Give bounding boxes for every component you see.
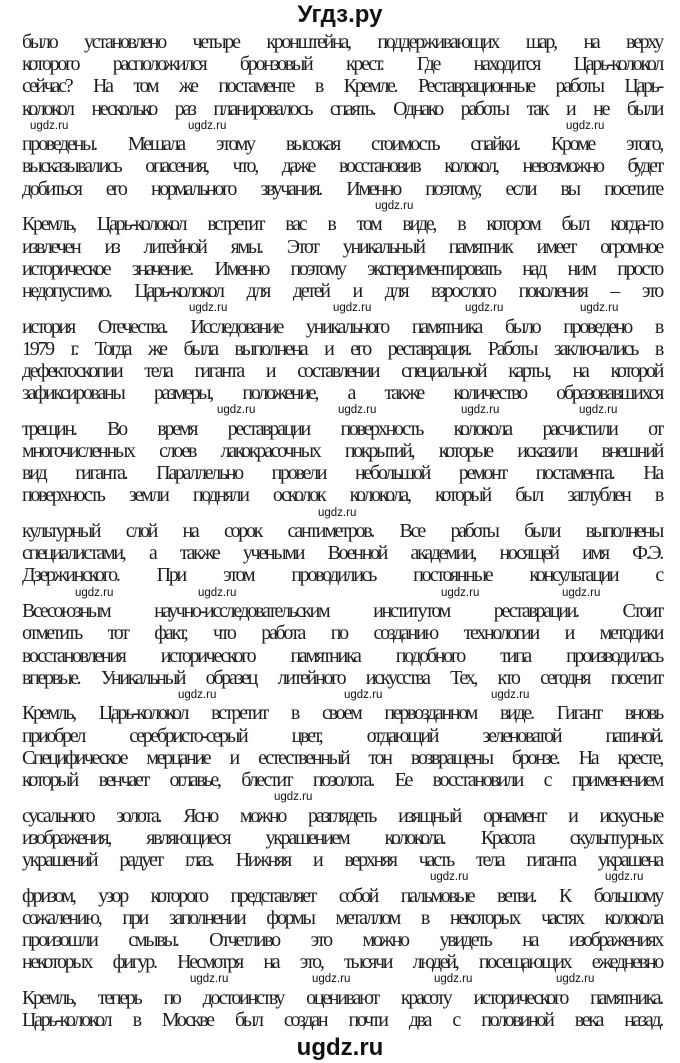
text-line: сожалению, при заполнении формы металлом в некоторых частях колокола (22, 906, 662, 929)
watermark: ugdz.ru (338, 404, 377, 417)
text-line: колокол несколько раз планировалось спаять. Однако работы так и не были (22, 97, 662, 120)
watermark-row (22, 689, 662, 703)
text-line: 1979 г. Тогда же была выполнена и его реставрация. Работы заключались в (22, 337, 662, 360)
text-line: добиться его нормального звучания. Именно поэтому, если вы посетите (22, 177, 662, 200)
watermark-row (22, 587, 662, 601)
watermark: ugdz.ru (188, 119, 227, 132)
text-line: проведены. Мешала этому высокая стоимость спайки. Кроме этого, (22, 133, 662, 156)
text-line: отметить тот факт, что работа по созданию технологии и методики (22, 622, 662, 645)
text-line: Всесоюзным научно-исследовательским институтом реставрации. Стоит (22, 600, 662, 623)
text-line: Кремль, Царь-колокол встретит вас в том виде, в котором был когда-то (22, 213, 662, 236)
text-line: историческое значение. Именно поэтому экспериментировать над ним просто (22, 257, 662, 280)
watermark: ugdz.ru (465, 302, 504, 315)
text-line: история Отечества. Исследование уникального памятника было проведено в (22, 315, 662, 338)
document-body (22, 31, 662, 1031)
watermark: ugdz.ru (75, 586, 114, 599)
text-line: некоторых фигур. Несмотря на это, тысячи людей, посещающих ежедневно (22, 951, 662, 974)
watermark: ugdz.ru (579, 404, 618, 417)
text-line: извлечен из литейной ямы. Этот уникальный памятник имеет огромное (22, 235, 662, 258)
text-line: фризом, узор которого представляет собой пальмовые ветви. К большому (22, 884, 662, 907)
text-line: было установлено четыре кронштейна, поддерживающих шар, на верху (22, 31, 662, 53)
watermark: ugdz.ru (605, 871, 644, 884)
watermark-row (22, 120, 662, 134)
text-line: многочисленных слоев лакокрасочных покрытий, которые исказили внешний (22, 440, 662, 462)
watermark: ugdz.ru (30, 119, 69, 132)
footer-site-name: ugdz.ru (296, 1034, 384, 1061)
watermark: ugdz.ru (318, 506, 357, 519)
text-line: сусального золота. Ясно можно разглядеть изящный орнамент и искусные (22, 804, 662, 827)
text-line: трещин. Во время реставрации поверхность колокола расчистили от (22, 417, 662, 440)
watermark: ugdz.ru (274, 791, 313, 804)
text-line: сейчас? На том же постаменте в Кремле. Реставрационные работы Царь- (22, 75, 662, 98)
text-line: высказывались опасения, что, даже восстановив колокол, невозможно будет (22, 155, 662, 178)
text-line: приобрел серебристо-серый цвет, отдающий зеленоватой патиной. (22, 724, 662, 747)
watermark: ugdz.ru (461, 404, 500, 417)
watermark: ugdz.ru (198, 586, 237, 599)
watermark: ugdz.ru (344, 688, 383, 701)
watermark-row (22, 507, 662, 521)
text-line: изображения, являющиеся украшением колокола. Красота скульптурных (22, 826, 662, 849)
text-line: Кремль, теперь по достоинству оценивают красоту исторического памятника. (22, 986, 662, 1009)
watermark-row (22, 302, 662, 316)
watermark: ugdz.ru (491, 688, 530, 701)
watermark: ugdz.ru (580, 302, 619, 315)
text-line: который венчает оглавье, блестит позолота. Ее восстановили с применением (22, 768, 662, 791)
watermark: ugdz.ru (562, 586, 601, 599)
text-line: вид гиганта. Параллельно провели небольшой ремонт постамента. На (22, 462, 662, 485)
watermark-row (22, 973, 662, 987)
watermark: ugdz.ru (434, 973, 473, 986)
text-line: дефектоскопии тела гиганта и составлении специальной карты, на которой (22, 359, 662, 382)
watermark: ugdz.ru (178, 688, 217, 701)
watermark-row (22, 200, 662, 214)
text-line: культурный слой на сорок сантиметров. Все работы были выполнены (22, 520, 662, 543)
text-line: которого расположился бронзовый крест. Где находится Царь-колокол (22, 53, 662, 76)
watermark: ugdz.ru (312, 973, 351, 986)
site-title: Угдз.ру (297, 1, 383, 28)
watermark-row (22, 791, 662, 805)
text-line: специалистами, а также учеными Военной академии, носящей имя Ф.Э. (22, 542, 662, 565)
watermark: ugdz.ru (333, 302, 372, 315)
watermark: ugdz.ru (556, 973, 595, 986)
watermark: ugdz.ru (189, 302, 228, 315)
watermark: ugdz.ru (441, 586, 480, 599)
watermark: ugdz.ru (375, 199, 414, 212)
text-line: украшений радует глаз. Нижняя и верхняя часть тела гиганта украшена (22, 849, 662, 871)
watermark: ugdz.ru (566, 119, 605, 132)
watermark: ugdz.ru (190, 973, 229, 986)
text-line: произошли смывы. Отчетливо это можно увидеть на изображениях (22, 929, 662, 952)
text-line: впервые. Уникальный образец литейного искусства Тех, кто сегодня посетит (22, 666, 662, 689)
watermark: ugdz.ru (217, 404, 256, 417)
text-line: Дзержинского. При этом проводились постоянные консультации с (22, 564, 662, 587)
text-line: Царь-колокол в Москве был создан почти два с половиной века назад. (22, 1009, 662, 1032)
text-line: недопустимо. Царь-колокол для детей и для взрослого поколения – это (22, 279, 662, 302)
text-line: Кремль, Царь-колокол встретит в своем первозданном виде. Гигант вновь (22, 702, 662, 725)
text-line: поверхность земли подняли осколок колокола, который был заглублен в (22, 484, 662, 507)
text-line: зафиксированы размеры, положение, а также количество образовавшихся (22, 382, 662, 405)
watermark-row (22, 404, 662, 418)
watermark-row (22, 871, 662, 885)
watermark: ugdz.ru (430, 871, 469, 884)
text-line: восстановления исторического памятника подобного типа производилась (22, 644, 662, 667)
text-line: Специфическое мерцание и естественный тон возвращены бронзе. На кресте, (22, 746, 662, 769)
